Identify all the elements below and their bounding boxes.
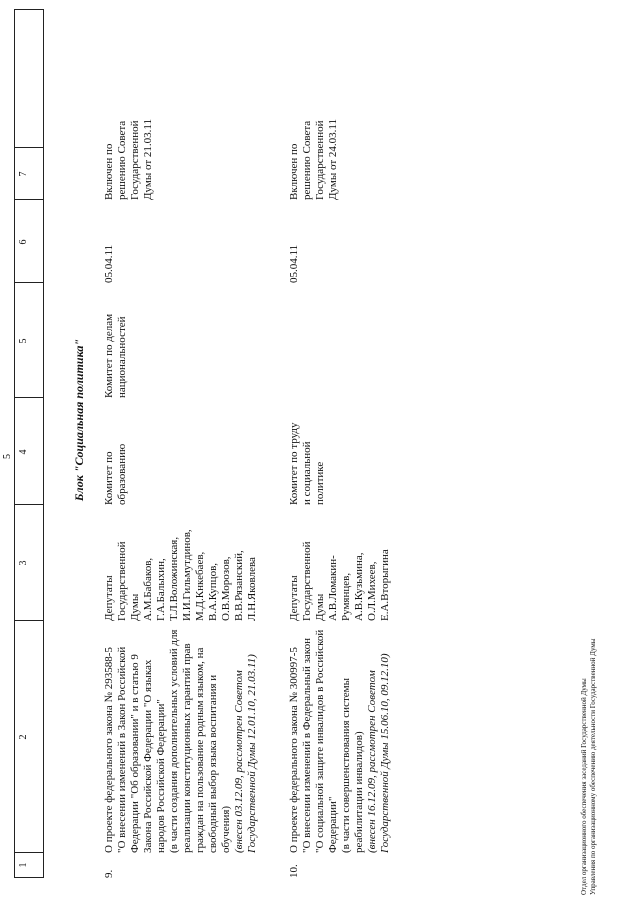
row-date: 05.04.11 [288, 244, 300, 283]
row-authors: Депутаты Государственной Думы А.М.Бабаков, Г.А.Балыхин, Т.Л.Воложинская, И.И.Гильмутдинов, М.Д.Кнкебаев, В.А.Купцов, О.В.Морозов, В.В.Рязанский, Л.Н.Яковлева [103, 529, 258, 621]
column-header-2: 2 [18, 734, 29, 740]
row-description: "О внесении изменений в Федеральный закон "О социальной защите инвалидов в Российской Федерации" (в части совершенствования системы реабилитации инвалидов) [301, 629, 365, 853]
row-responsible-committee: Комитет по делам национальностей [103, 313, 128, 398]
column-header-5: 5 [18, 338, 29, 344]
row-status: Включен по решению Совета Государственной Думы от 21.03.11 [103, 119, 154, 200]
footer-line-1: Отдел организационного обеспечения заседаний Государственной Думы [580, 678, 588, 895]
block-title: Блок "Социальная политика" [72, 338, 86, 502]
column-header-7: 7 [18, 171, 29, 177]
row-title-line: О проекте федерального закона № 293588-5 [103, 647, 115, 853]
column-header-3: 3 [18, 560, 29, 566]
footer-line-2: Управления по организационному обеспечению деятельности Государственной Думы [589, 638, 597, 895]
row-authors: Депутаты Государственной Думы А.В.Ломакин- Румянцев, А.В.Кузьмина, О.Л.Михеев, Е.А.Вторыгина [288, 541, 391, 621]
row-committee: Комитет по образованию [103, 443, 128, 505]
row-date: 05.04.11 [103, 244, 115, 283]
row-title-line: О проекте федерального закона № 300997-5 [288, 647, 300, 853]
row-note: (внесен 16.12.09, рассмотрен Советом Государственной Думы 15.06.10, 09.12.10) [366, 653, 391, 853]
column-header-6: 6 [18, 239, 29, 245]
row-committee: Комитет по труду и социальной политике [288, 422, 326, 505]
column-header-4: 4 [18, 449, 29, 455]
row-note: (внесен 03.12.09, рассмотрен Советом Государственной Думы 12.01.10, 21.03.11) [233, 654, 258, 853]
page-number: 5 [2, 454, 13, 459]
row-number: 9. [103, 869, 115, 878]
column-header-1: 1 [18, 862, 29, 868]
row-status: Включен по решению Совета Государственной Думы от 24.03.11 [288, 119, 339, 200]
row-description: "О внесении изменений в Закон Российской Федерации "Об образовании" и в статью 9 Закона Российской Федерации "О языках народов Российской Федерации" (в части создания дополнительных условий для реализации конституционных гарантий прав граждан на пользование родным языком, на свободный выбор языка воспитания и обучения) [116, 629, 232, 853]
row-number: 10. [288, 864, 300, 878]
